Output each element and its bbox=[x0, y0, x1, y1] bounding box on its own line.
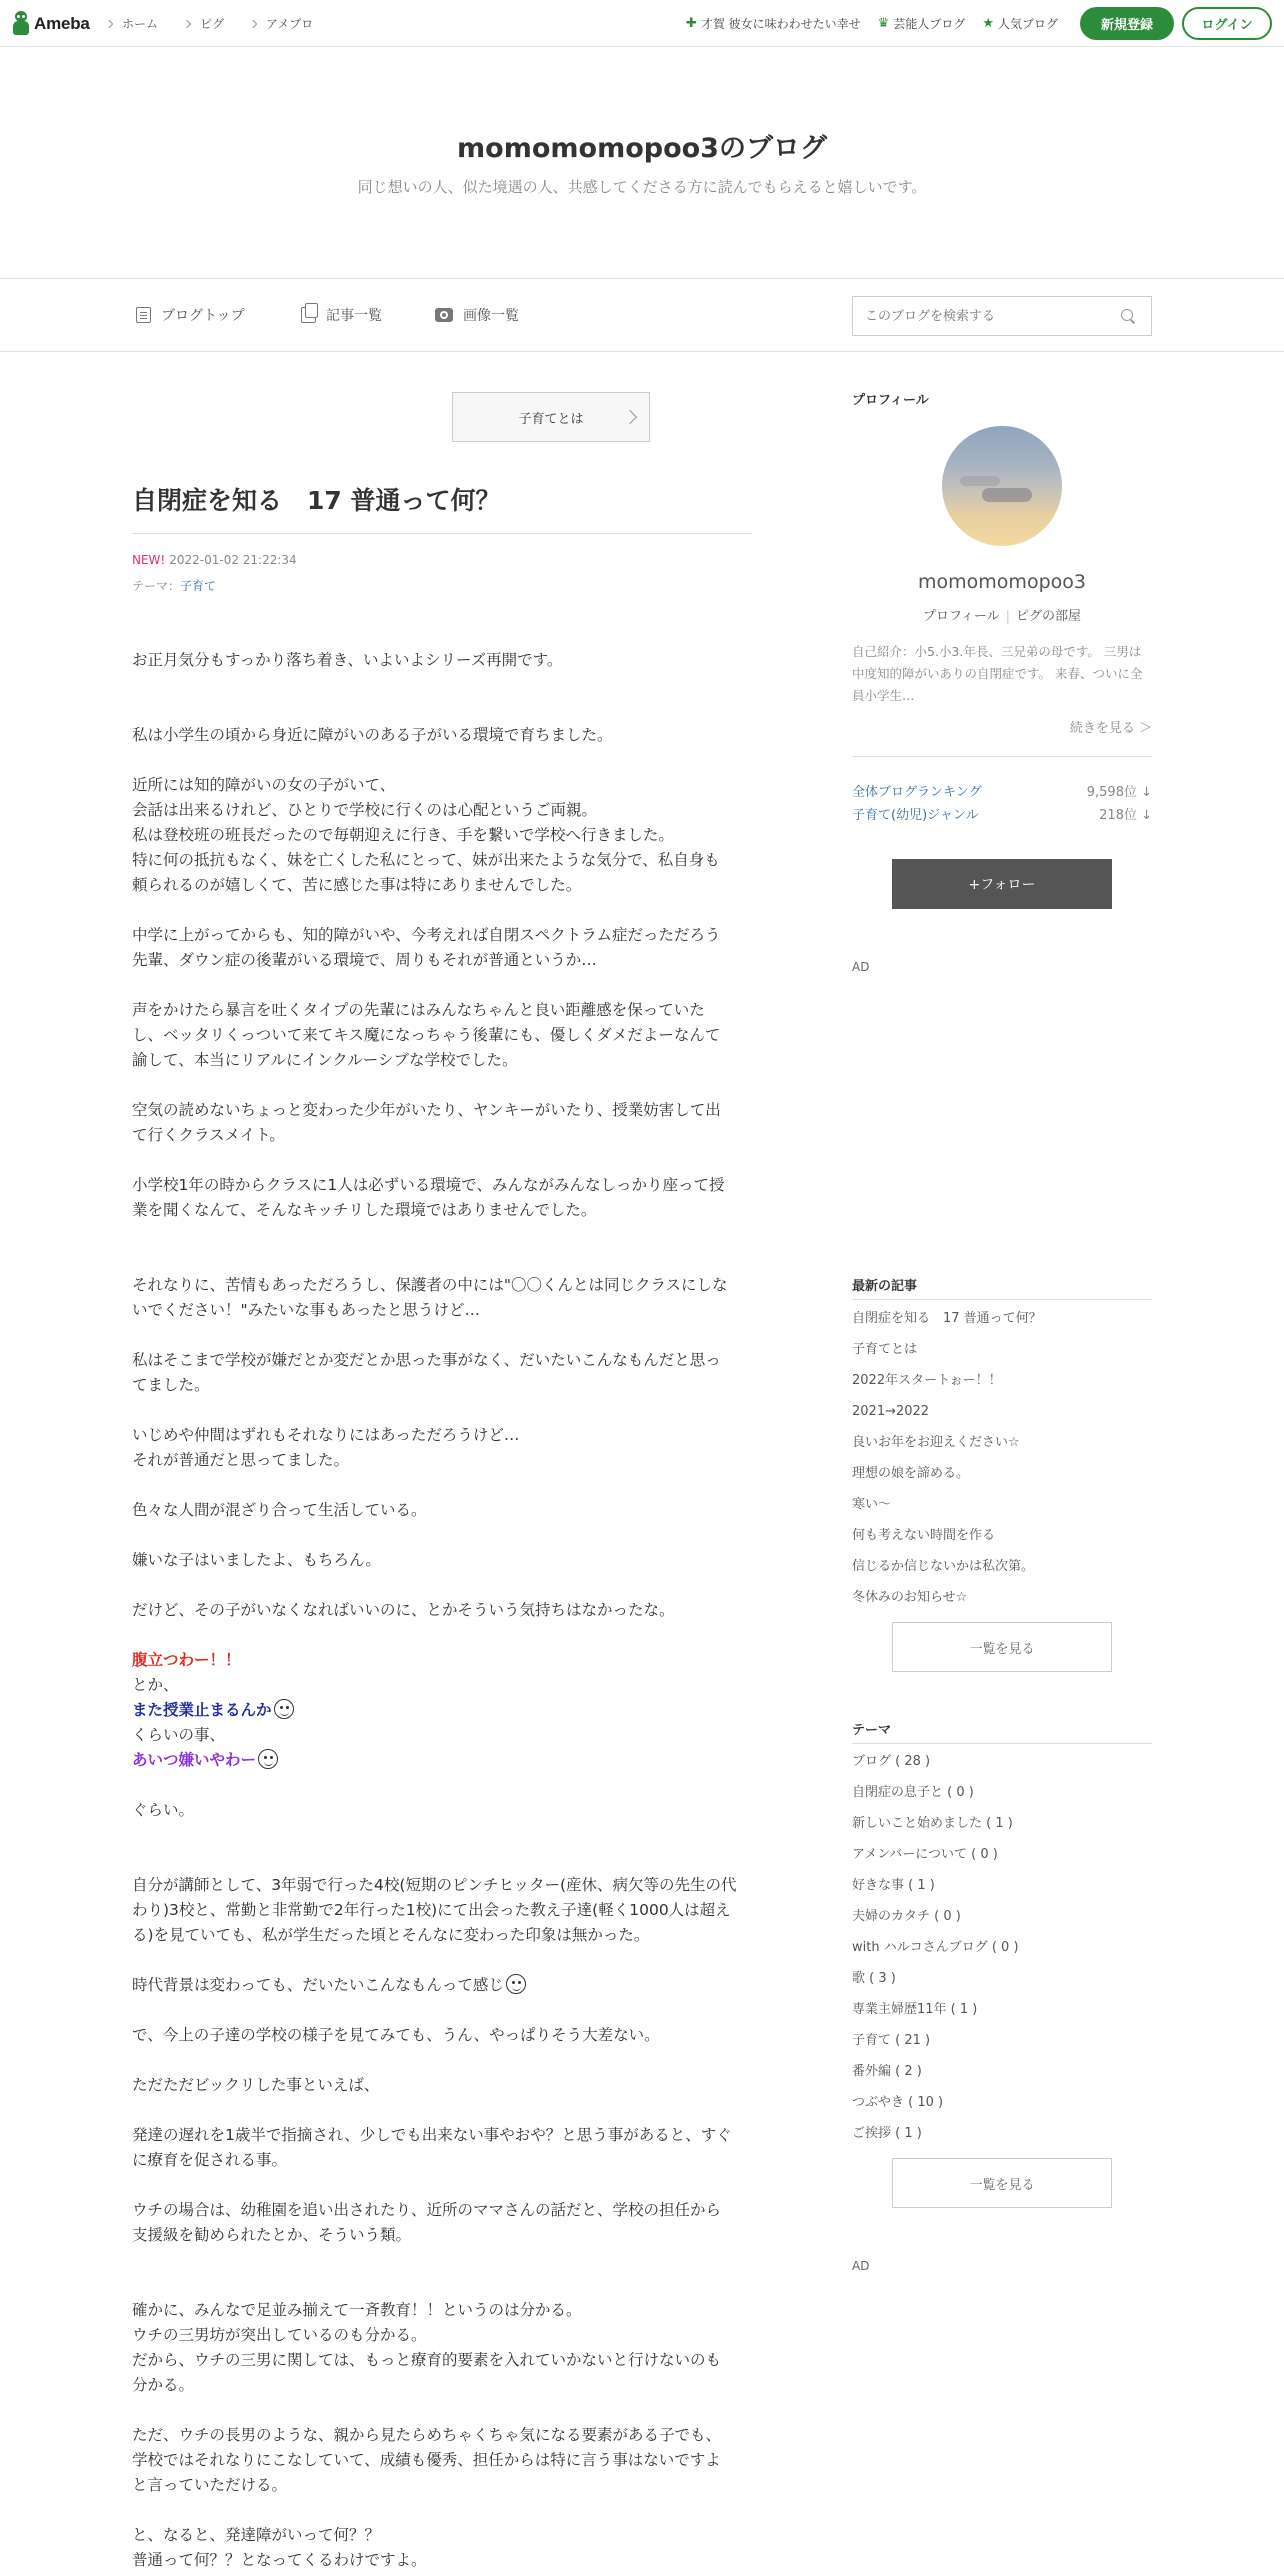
read-more-link[interactable]: 続きを見る ＞ bbox=[1069, 721, 1152, 736]
face-emoji-icon bbox=[258, 1749, 278, 1769]
list-item[interactable]: 2021→2022 bbox=[852, 1404, 930, 1419]
nav-article-list-label: 記事一覧 bbox=[326, 308, 382, 324]
paragraph: 私はそこまで学校が嫌だとか変だとか思った事がなく、だいたいこんなもんだと思っ てました。 bbox=[132, 1351, 721, 1394]
paragraph: 私は小学生の頃から身近に障がいのある子がいる環境で育ちました。 bbox=[132, 726, 613, 744]
documents-icon bbox=[301, 307, 316, 323]
ameba-logo[interactable] bbox=[12, 10, 90, 38]
paragraph: 発達の遅れを1歳半で指摘され、少しでも出来ない事やおや？と思う事があると、すぐ に療育を促される事。 bbox=[132, 2126, 732, 2169]
chevron-right-icon bbox=[183, 19, 191, 27]
blue-emphasis: また授業止まるんか bbox=[132, 1701, 272, 1719]
topbar-right bbox=[669, 0, 1272, 47]
recent-view-all-button[interactable]: 一覧を見る bbox=[892, 1622, 1112, 1672]
paragraph: 空気の読めないちょっと変わった少年がいたり、ヤンキーがいたり、授業妨害して出 て行くクラスメイト。 bbox=[132, 1101, 721, 1144]
theme-list bbox=[852, 1746, 1152, 2149]
article-body bbox=[132, 648, 762, 2568]
profile-heading: プロフィール bbox=[852, 393, 929, 408]
crown-icon: ♛ bbox=[877, 16, 890, 31]
theme-heading: テーマ bbox=[852, 1723, 892, 1738]
paragraph: 自分が講師として、3年弱で行った4校(短期のピンチヒッター(産休、病欠等の先生の代 わり)3校と、常勤と非常勤で2年行った1校)にて出会った教え子達(軽く1000人は超え る)を見ていても、私が学生だった頃とそんなに変わった印象は無かった。 bbox=[132, 1876, 737, 1944]
profile-link[interactable]: プロフィール bbox=[922, 609, 1000, 624]
list-item[interactable]: ブログ ( 28 ) bbox=[852, 1754, 931, 1769]
ranking-overall-label: 全体ブログランキング bbox=[852, 785, 982, 800]
list-item[interactable]: 2022年スタートぉー！！ bbox=[852, 1373, 1002, 1388]
theme-nav-button[interactable] bbox=[452, 392, 650, 442]
blog-search bbox=[852, 296, 1152, 336]
chevron-right-icon bbox=[105, 19, 113, 27]
login-button[interactable]: ログイン bbox=[1182, 7, 1272, 40]
blog-title[interactable]: momomomopoo3のブログ bbox=[457, 133, 827, 164]
list-item[interactable]: 新しいこと始めました ( 1 ) bbox=[852, 1816, 1013, 1831]
nav-ameblo-label: アメブロ bbox=[266, 17, 314, 31]
nav-image-list-label: 画像一覧 bbox=[463, 308, 519, 324]
ad-label: AD bbox=[852, 2259, 870, 2273]
purple-emphasis: あいつ嫌いやわー bbox=[132, 1751, 257, 1769]
ad-label: AD bbox=[852, 960, 870, 974]
face-emoji-icon bbox=[506, 1974, 526, 1994]
nav-blog-top[interactable] bbox=[136, 279, 245, 351]
list-item[interactable]: with ハルコさんブログ ( 0 ) bbox=[852, 1940, 1019, 1955]
nav-ameblo[interactable] bbox=[250, 15, 313, 32]
ranking-genre-value: 218位 ↓ bbox=[1099, 808, 1152, 823]
nav-home-label: ホーム bbox=[122, 17, 159, 31]
popular-blog-link[interactable] bbox=[982, 15, 1058, 32]
article-meta bbox=[132, 553, 297, 567]
list-item[interactable]: 何も考えない時間を作る bbox=[852, 1528, 996, 1543]
star-icon: ★ bbox=[982, 16, 994, 31]
paragraph: 中学に上がってからも、知的障がいや、今考えれば自閉スペクトラム症だっただろう 先輩、ダウン症の後輩がいる環境で、周りもそれが普通というか… bbox=[132, 926, 721, 969]
list-item[interactable]: 自閉症の息子と ( 0 ) bbox=[852, 1785, 974, 1800]
chevron-right-icon bbox=[249, 19, 257, 27]
divider bbox=[132, 533, 752, 534]
nav-blog-top-label: ブログトップ bbox=[161, 308, 245, 324]
nav-article-list[interactable] bbox=[301, 279, 382, 351]
paragraph: で、今上の子達の学校の様子を見てみても、うん、やっぱりそう大差ない。 bbox=[132, 2026, 660, 2044]
follow-button[interactable]: +フォロー bbox=[892, 859, 1112, 909]
paragraph: 嫌いな子はいましたよ、もちろん。 bbox=[132, 1551, 381, 1569]
list-item[interactable]: 冬休みのお知らせ☆ bbox=[852, 1590, 968, 1605]
paragraph: それなりに、苦情もあっただろうし、保護者の中には"〇〇くんとは同じクラスにしな いでください！"みたいな事もあったと思うけど… bbox=[132, 1276, 728, 1319]
list-item[interactable]: 自閉症を知る 17 普通って何？ bbox=[852, 1311, 1042, 1326]
list-item[interactable]: 寒い〜 bbox=[852, 1497, 892, 1512]
avatar[interactable] bbox=[942, 426, 1062, 546]
ranking-overall-value: 9,598位 ↓ bbox=[1086, 785, 1152, 800]
nav-pig-label: ピグ bbox=[200, 17, 225, 31]
celebrity-blog-label: 芸能人ブログ bbox=[893, 17, 966, 31]
theme-label: テーマ： bbox=[132, 579, 181, 593]
red-emphasis: 腹立つわー！！ bbox=[132, 1651, 241, 1669]
list-item[interactable]: ご挨拶 ( 1 ) bbox=[852, 2126, 922, 2141]
signup-button[interactable]: 新規登録 bbox=[1080, 7, 1174, 40]
popular-blog-label: 人気ブログ bbox=[997, 17, 1058, 31]
divider bbox=[852, 756, 1152, 757]
ranking-genre-label: 子育て(幼児)ジャンル bbox=[852, 808, 979, 823]
themes-view-all-button[interactable]: 一覧を見る bbox=[892, 2158, 1112, 2208]
theme-nav-label: 子育てとは bbox=[518, 411, 584, 427]
list-item[interactable]: 信じるか信じないかは私次第。 bbox=[852, 1559, 1035, 1574]
recent-articles-list bbox=[852, 1303, 1152, 1613]
promo-link[interactable] bbox=[686, 15, 861, 32]
list-item[interactable]: 番外編 ( 2 ) bbox=[852, 2064, 922, 2079]
nav-home[interactable] bbox=[106, 15, 158, 32]
paragraph: 声をかけたら暴言を吐くタイプの先輩にはみんなちゃんと良い距離感を保っていた し、ベッタリくっついて来てキス魔になっちゃう後輩にも、優しくダメだよーなんて 諭して、本当にリアルにインクルーシブな学校でした。 bbox=[132, 1001, 721, 1069]
paragraph: ただ、ウチの長男のような、親から見たらめちゃくちゃ気になる要素がある子でも、 学校ではそれなりにこなしていて、成績も優秀、担任からは特に言う事はないですよ と言っていただける。 bbox=[132, 2426, 722, 2494]
list-item[interactable]: 歌 ( 3 ) bbox=[852, 1971, 896, 1986]
blog-description: 同じ想いの人、似た境遇の人、共感してくださる方に読んでもらえると嬉しいです。 bbox=[357, 178, 927, 196]
ranking-genre[interactable] bbox=[852, 804, 1152, 823]
paragraph: 小学校1年の時からクラスに1人は必ずいる環境で、みんながみんなしっかり座って授 業を聞くなんて、そんなキッチリした環境ではありませんでした。 bbox=[132, 1176, 725, 1219]
global-topbar bbox=[0, 0, 1284, 47]
blog-header bbox=[0, 48, 1284, 278]
paragraph: ぐらい。 bbox=[132, 1801, 195, 1819]
divider bbox=[852, 1743, 1152, 1744]
ameba-logo-icon bbox=[12, 11, 30, 37]
paragraph: 確かに、みんなで足並み揃えて一斉教育！！というのは分かる。 ウチの三男坊が突出しているのも分かる。 だから、ウチの三男に関しては、もっと療育的要素を入れていかないと行けないのも 分かる。 bbox=[132, 2301, 722, 2394]
paragraph: ウチの場合は、幼稚園を追い出されたり、近所のママさんの話だと、学校の担任から 支援級を勧められたとか、そういう類。 bbox=[132, 2201, 722, 2244]
logo-text: Ameba bbox=[34, 14, 90, 33]
nav-image-list[interactable] bbox=[435, 279, 519, 351]
paragraph: 腹立つわー！！ とか、 また授業止まるんか くらいの事、 あいつ嫌いやわー bbox=[132, 1648, 762, 1773]
article-datetime: 2022-01-02 21:22:34 bbox=[169, 553, 297, 567]
theme-link[interactable]: 子育て bbox=[180, 579, 217, 593]
paragraph: 時代背景は変わっても、だいたいこんなもんって感じ bbox=[132, 1973, 762, 1998]
list-item[interactable]: 良いお年をお迎えください☆ bbox=[852, 1435, 1020, 1450]
paragraph: だけど、その子がいなくなればいいのに、とかそういう気持ちはなかったな。 bbox=[132, 1601, 675, 1619]
paragraph: いじめや仲間はずれもそれなりにはあっただろうけど… それが普通だと思ってました。 bbox=[132, 1426, 520, 1469]
list-item[interactable]: 子育て ( 21 ) bbox=[852, 2033, 931, 2048]
list-item[interactable]: 理想の娘を諦める。 bbox=[852, 1466, 970, 1481]
list-item[interactable]: 専業主婦歴11年 ( 1 ) bbox=[852, 2002, 978, 2017]
profile-intro: 自己紹介：小5.小3.年長、三兄弟の母です。 三男は中度知的障がいありの自閉症です。 来春、ついに全員小学生… bbox=[852, 644, 1143, 703]
promo-link-label: 才賀 彼女に味わわせたい幸せ bbox=[700, 17, 861, 31]
divider bbox=[852, 1299, 1152, 1300]
paragraph: お正月気分もすっかり落ち着き、いよいよシリーズ再開です。 bbox=[132, 651, 563, 669]
paragraph: ただただビックリした事といえば、 bbox=[132, 2076, 380, 2094]
list-item[interactable]: 子育てとは bbox=[852, 1342, 918, 1357]
celebrity-blog-link[interactable] bbox=[878, 15, 966, 32]
profile-links: プロフィール | ピグの部屋 bbox=[922, 609, 1082, 624]
paragraph: 近所には知的障がいの女の子がいて、 会話は出来るけれど、ひとりで学校に行くのは心配というご両親。 私は登校班の班長だったので毎朝迎えに行き、手を繋いで学校へ行きました。 特に何の抵抗もなく、妹を亡くした私にとって、妹が出来たような気分で、私自身も 頼られるのが嬉しくて、苦に感じた事は特にありませんでした。 bbox=[132, 776, 720, 894]
face-emoji-icon bbox=[274, 1699, 294, 1719]
blog-nav bbox=[0, 278, 1284, 352]
search-icon[interactable] bbox=[1121, 309, 1135, 323]
new-badge: NEW! bbox=[132, 553, 166, 567]
ranking-overall[interactable] bbox=[852, 781, 1152, 800]
global-nav bbox=[106, 0, 339, 47]
camera-icon bbox=[435, 308, 453, 322]
chevron-right-icon bbox=[623, 410, 637, 424]
page-icon bbox=[136, 307, 151, 323]
nav-pig[interactable] bbox=[184, 15, 224, 32]
list-item[interactable]: アメンバーについて ( 0 ) bbox=[852, 1847, 998, 1862]
recent-articles-heading: 最新の記事 bbox=[852, 1279, 918, 1294]
plus-icon: ✚ bbox=[685, 16, 697, 31]
profile-name[interactable]: momomomopoo3 bbox=[918, 571, 1086, 593]
paragraph: と、なると、発達障がいって何？？ 普通って何？？となってくるわけですよ。 bbox=[132, 2526, 427, 2568]
article-theme bbox=[132, 577, 216, 594]
list-item[interactable]: 夫婦のカタチ ( 0 ) bbox=[852, 1909, 961, 1924]
pig-room-link[interactable]: ピグの部屋 bbox=[1016, 609, 1082, 624]
paragraph: 色々な人間が混ざり合って生活している。 bbox=[132, 1501, 427, 1519]
list-item[interactable]: 好きな事 ( 1 ) bbox=[852, 1878, 935, 1893]
article-title[interactable]: 自閉症を知る 17 普通って何？ bbox=[132, 486, 501, 515]
search-input[interactable] bbox=[865, 309, 1105, 324]
list-item[interactable]: つぶやき ( 10 ) bbox=[852, 2095, 944, 2110]
